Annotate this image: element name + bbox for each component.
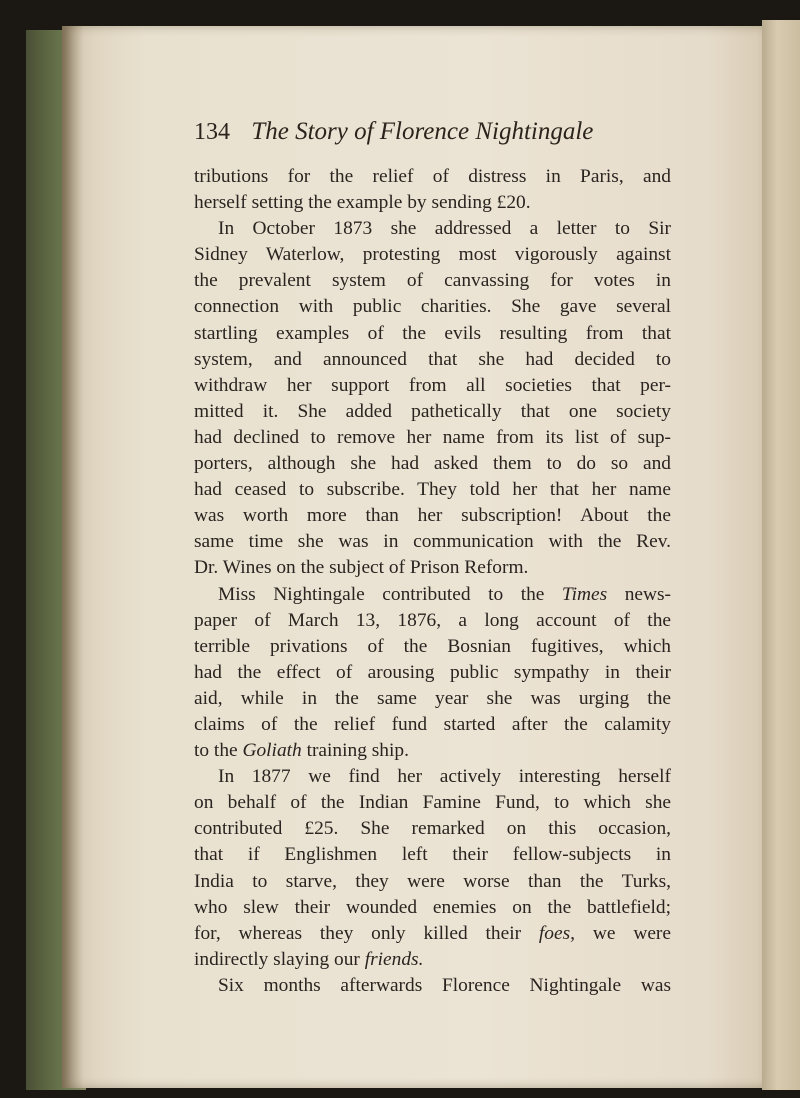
text-line: who slew their wounded enemies on the battlefield; xyxy=(194,896,671,918)
italic-run: Goliath xyxy=(242,740,302,762)
text-line: Six months afterwards Florence Nightingale was xyxy=(218,974,671,996)
text-line: Sidney Waterlow, protesting most vigorously against xyxy=(194,244,671,266)
text-line: was worth more than her subscription! About the xyxy=(194,505,671,527)
text-line: the prevalent system of canvassing for votes in xyxy=(194,270,671,292)
text-line: system, and announced that she had decided to xyxy=(194,348,671,370)
text-line xyxy=(194,947,671,973)
text-run: to the xyxy=(194,740,243,762)
text-run: news- xyxy=(607,583,672,605)
text-line: Dr. Wines on the subject of Prison Reform. xyxy=(194,557,529,579)
running-title: The Story of Florence Nightingale xyxy=(251,118,594,145)
text-run: we were xyxy=(575,922,671,944)
text-line: India to starve, they were worse than the Turks, xyxy=(194,870,671,892)
text-line: aid, while in the same year she was urging the xyxy=(194,687,671,709)
italic-run: foes, xyxy=(538,922,575,944)
text-line: same time she was in communication with the Rev. xyxy=(194,531,671,553)
facing-page-edge xyxy=(762,20,800,1090)
text-line: In 1877 we find her actively interesting herself xyxy=(218,766,671,788)
text-line: porters, although she had asked them to do so and xyxy=(194,453,671,475)
text-line: mitted it. She added pathetically that one society xyxy=(194,400,671,422)
running-header xyxy=(194,118,714,146)
text-line: connection with public charities. She gave several xyxy=(194,296,671,318)
text-line: In October 1873 she addressed a letter to Sir xyxy=(218,218,671,240)
gutter-shadow xyxy=(62,26,84,1088)
text-line: herself setting the example by sending £20. xyxy=(194,192,531,214)
italic-run: Times xyxy=(561,583,608,605)
text-run: indirectly slaying our xyxy=(194,948,365,970)
text-run: for, whereas they only killed their xyxy=(194,922,539,944)
text-line: withdraw her support from all societies that per- xyxy=(194,374,671,396)
text-line: on behalf of the Indian Famine Fund, to which she xyxy=(194,792,671,814)
text-line: had declined to remove her name from its list of sup- xyxy=(194,426,671,448)
text-line: had ceased to subscribe. They told her that her name xyxy=(194,479,671,501)
text-line: terrible privations of the Bosnian fugitives, which xyxy=(194,635,671,657)
text-line xyxy=(194,582,671,608)
text-line: claims of the relief fund started after the calamity xyxy=(194,713,671,735)
text-line xyxy=(194,921,671,947)
text-line: contributed £25. She remarked on this occasion, xyxy=(194,818,671,840)
page-number: 134 xyxy=(194,119,230,145)
text-run: training ship. xyxy=(301,740,409,762)
text-line: startling examples of the evils resulting from that xyxy=(194,322,671,344)
text-run: Miss Nightingale contributed to the xyxy=(218,583,562,605)
text-line: paper of March 13, 1876, a long account of the xyxy=(194,609,671,631)
italic-run: friends. xyxy=(364,948,424,970)
text-line xyxy=(194,738,671,764)
text-line: had the effect of arousing public sympathy in their xyxy=(194,661,671,683)
body-text xyxy=(194,164,671,999)
text-line: tributions for the relief of distress in Paris, and xyxy=(194,166,671,187)
text-line: that if Englishmen left their fellow-subjects in xyxy=(194,844,671,866)
